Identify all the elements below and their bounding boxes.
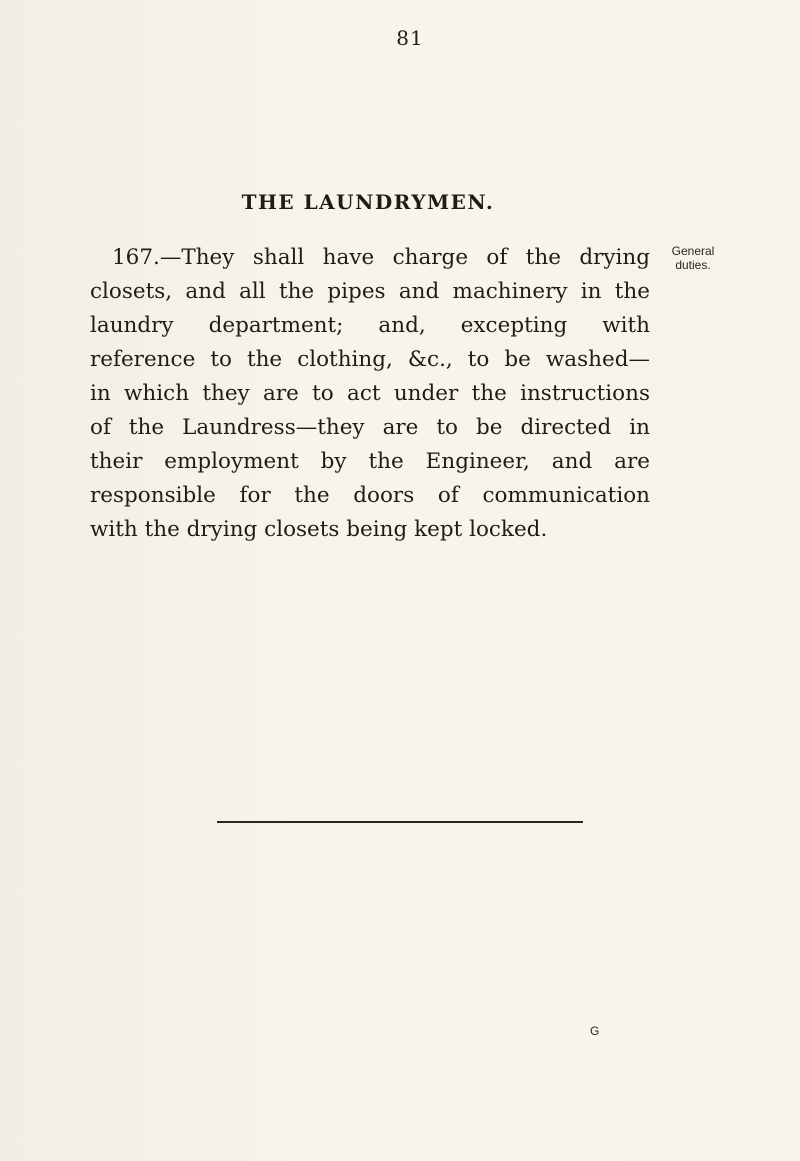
paragraph-line: laundry department; and, excepting with [90, 313, 650, 338]
paragraph-line: their employment by the Engineer, and are [90, 449, 650, 474]
paragraph-167 [90, 241, 650, 547]
margin-note-line: General [671, 244, 715, 258]
paragraph-line: of the Laundress—they are to be directed in [90, 415, 650, 440]
section-heading: THE LAUNDRYMEN. [241, 190, 495, 214]
signature-mark: G [590, 1024, 600, 1038]
paragraph-line: responsible for the doors of communication [90, 483, 650, 508]
paragraph-line: closets, and all the pipes and machinery in the [90, 279, 650, 304]
page-number: 81 [396, 26, 424, 50]
paragraph-line: reference to the clothing, &c., to be washed— [90, 347, 650, 372]
section-divider [217, 821, 583, 823]
paragraph-line: 167.—They shall have charge of the drying [112, 245, 650, 270]
paragraph-line: in which they are to act under the instructions [90, 381, 650, 406]
margin-note-line: duties. [675, 258, 711, 272]
paragraph-line: with the drying closets being kept locked. [90, 517, 548, 542]
margin-note [658, 244, 728, 272]
